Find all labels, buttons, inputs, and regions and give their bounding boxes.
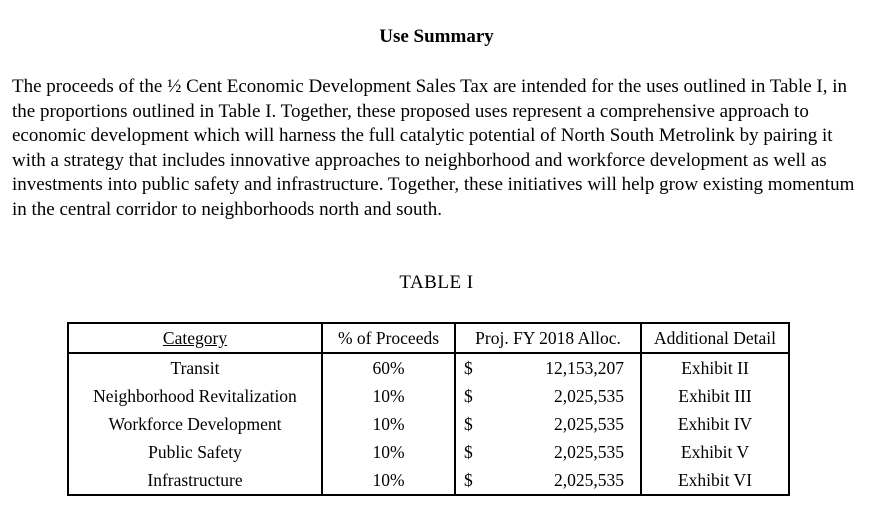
row-currency: $ [464,386,473,406]
row-currency: $ [464,414,473,434]
table-header-row [68,323,789,353]
row-amount: 12,153,207 [487,353,641,382]
body-paragraph: The proceeds of the ½ Cent Economic Development Sales Tax are intended for the uses outlined in Table I, in the proportions outlined in Table I. Together, these proposed uses represent a comprehensive approach to economic development which will harness the full catalytic potential of North South Metrolink by pairing it with a strategy that includes innovative approaches to neighborhood and workforce development as well as investments into public safety and infrastructure. Together, these initiatives will help grow existing momentum in the central corridor to neighborhoods north and south. [12,76,855,220]
row-pct: 10% [322,466,455,495]
row-category: Public Safety [68,438,322,466]
row-currency: $ [464,358,473,378]
table-caption: TABLE I [399,272,474,293]
row-detail: Exhibit II [681,358,749,378]
row-pct: 10% [322,438,455,466]
row-currency: $ [464,442,473,462]
row-detail: Exhibit IV [677,414,753,434]
row-amount: 2,025,535 [487,410,641,438]
row-category: Workforce Development [68,410,322,438]
table-row [68,410,789,438]
row-amount: 2,025,535 [487,466,641,495]
row-category: Infrastructure [68,466,322,495]
row-pct: 10% [322,410,455,438]
header-pct-proceeds: % of Proceeds [322,323,455,353]
row-amount: 2,025,535 [487,438,641,466]
header-additional-detail: Additional Detail [641,323,789,353]
row-detail: Exhibit III [678,386,752,406]
row-pct: 60% [322,353,455,382]
header-proj-alloc: Proj. FY 2018 Alloc. [455,323,641,353]
row-detail: Exhibit VI [677,470,753,490]
row-detail: Exhibit V [680,442,750,462]
row-amount: 2,025,535 [487,382,641,410]
table-row [68,438,789,466]
allocation-table [67,322,790,496]
table-row [68,382,789,410]
row-pct: 10% [322,382,455,410]
page-title: Use Summary [379,26,494,47]
row-currency: $ [464,470,473,490]
row-category: Neighborhood Revitalization [68,382,322,410]
table-row [68,353,789,382]
table-row [68,466,789,495]
row-category: Transit [68,353,322,382]
header-category: Category [68,323,322,353]
